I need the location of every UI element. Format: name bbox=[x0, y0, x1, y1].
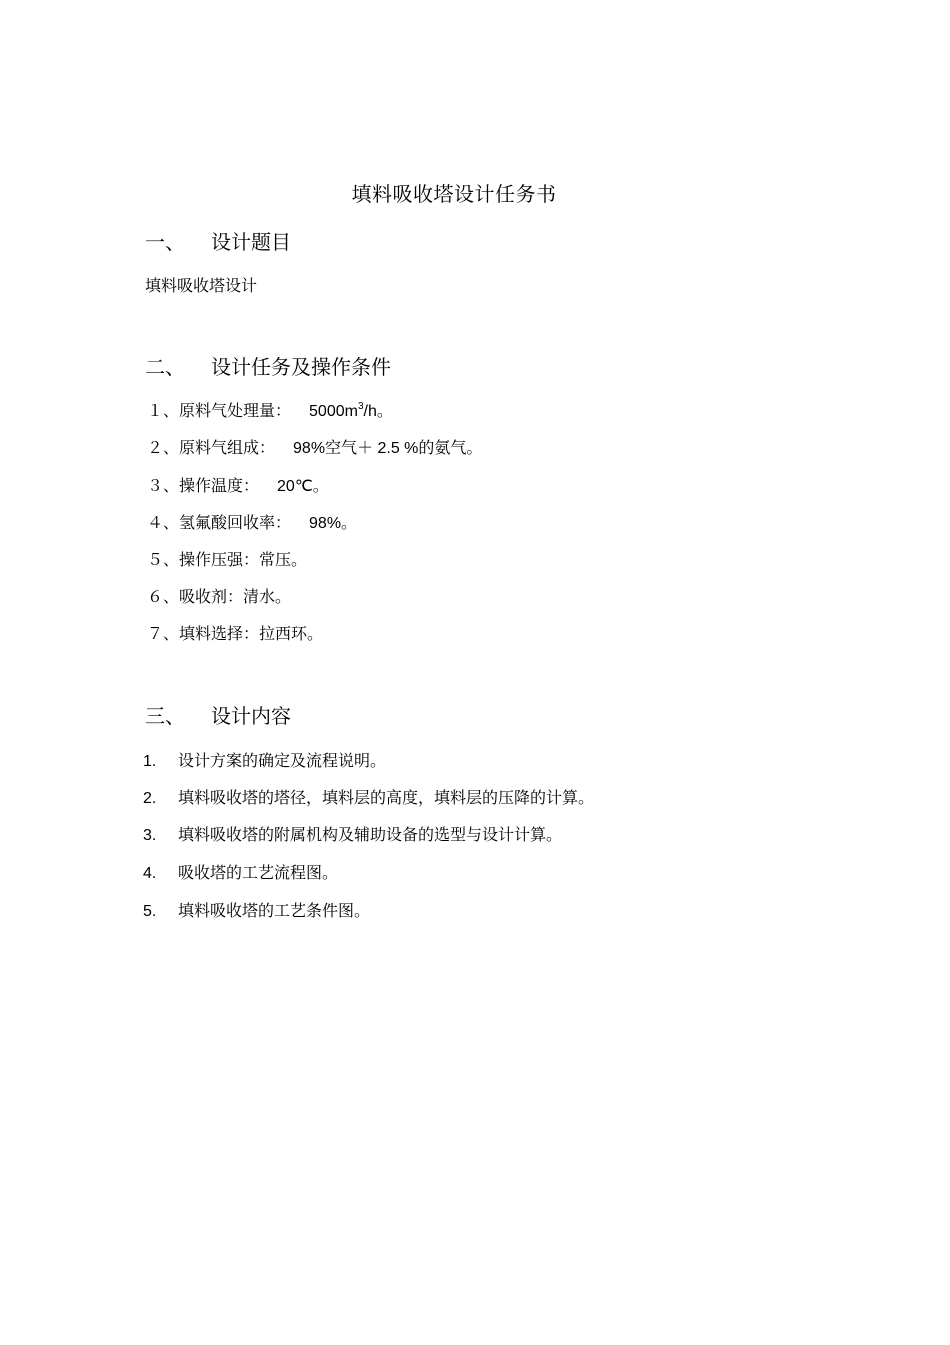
content-item-2 bbox=[143, 787, 594, 810]
condition-index: ７、 bbox=[147, 624, 180, 643]
condition-text: 操作压强：常压。 bbox=[179, 550, 308, 569]
content-index: 5. bbox=[143, 903, 157, 920]
content-index: 2. bbox=[143, 790, 157, 807]
condition-item-4 bbox=[147, 512, 357, 535]
condition-item-5 bbox=[147, 549, 307, 571]
condition-index: ４、 bbox=[147, 513, 180, 532]
condition-value: 98%。 bbox=[309, 515, 358, 532]
condition-item-7 bbox=[147, 623, 323, 645]
section-3-number: 三、 bbox=[145, 704, 185, 728]
section-3-title: 设计内容 bbox=[211, 704, 291, 728]
content-text: 设计方案的确定及流程说明。 bbox=[178, 751, 387, 770]
condition-index: ２、 bbox=[147, 438, 180, 457]
content-index: 1. bbox=[143, 753, 157, 770]
condition-value: 98%空气＋ 2.5 %的氨气。 bbox=[293, 440, 483, 457]
content-index: 4. bbox=[143, 865, 157, 882]
value-main: 5000m bbox=[309, 403, 358, 420]
condition-text: 填料选择：拉西环。 bbox=[179, 624, 324, 643]
condition-item-6 bbox=[147, 586, 291, 608]
condition-index: ６、 bbox=[147, 587, 180, 606]
content-index: 3. bbox=[143, 827, 157, 844]
content-item-4 bbox=[143, 862, 338, 885]
value-superscript: 3 bbox=[357, 401, 364, 412]
value-unit: /h。 bbox=[363, 403, 393, 420]
section-1-number: 一、 bbox=[145, 230, 185, 254]
content-item-3 bbox=[143, 824, 562, 847]
condition-item-1 bbox=[147, 400, 393, 423]
content-text: 吸收塔的工艺流程图。 bbox=[178, 863, 339, 882]
condition-index: ５、 bbox=[147, 550, 180, 569]
section-1-body: 填料吸收塔设计 bbox=[145, 276, 258, 295]
section-1-title: 设计题目 bbox=[211, 230, 291, 254]
document-title: 填料吸收塔设计任务书 bbox=[351, 182, 557, 206]
condition-label: 原料气处理量： bbox=[179, 401, 292, 420]
condition-label: 原料气组成： bbox=[179, 438, 276, 457]
condition-item-3 bbox=[147, 475, 329, 498]
section-2-number: 二、 bbox=[145, 355, 185, 379]
section-1-heading bbox=[145, 228, 291, 256]
section-2-heading bbox=[145, 353, 391, 381]
content-text: 填料吸收塔的塔径，填料层的高度，填料层的压降的计算。 bbox=[178, 788, 595, 807]
content-text: 填料吸收塔的附属机构及辅助设备的选型与设计计算。 bbox=[178, 825, 563, 844]
condition-value: 20℃。 bbox=[277, 478, 329, 495]
condition-item-2 bbox=[147, 437, 482, 460]
content-item-1 bbox=[143, 750, 386, 773]
condition-label: 操作温度： bbox=[179, 476, 260, 495]
condition-index: ３、 bbox=[147, 476, 180, 495]
condition-value bbox=[309, 403, 393, 420]
condition-text: 吸收剂：清水。 bbox=[179, 587, 292, 606]
section-3-heading bbox=[145, 702, 291, 730]
section-2-title: 设计任务及操作条件 bbox=[211, 355, 391, 379]
content-item-5 bbox=[143, 900, 370, 923]
condition-label: 氢氟酸回收率： bbox=[179, 513, 292, 532]
content-text: 填料吸收塔的工艺条件图。 bbox=[178, 901, 371, 920]
condition-index: １、 bbox=[147, 401, 180, 420]
